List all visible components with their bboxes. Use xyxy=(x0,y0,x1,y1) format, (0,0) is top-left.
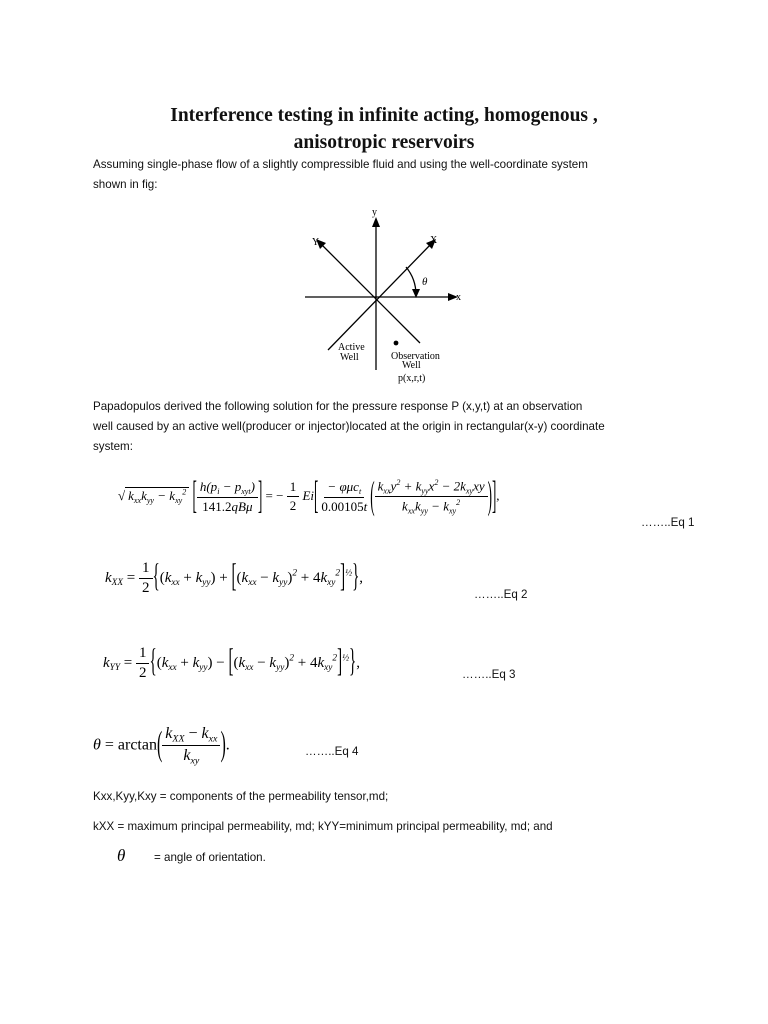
equation-4-label: ……..Eq 4 xyxy=(305,745,359,758)
observation-well-label-2: Well xyxy=(402,360,421,371)
equation-3: $k_{YY}$ = $\frac{1}{2}$ $\{(k_{xx} + k_{yy}) - [(k_{xx} - k_{yy})^2 + 4k_{xy}^2]^{\frac{1}{2}}\}$, xyxy=(103,644,360,681)
X-axis-label: X xyxy=(430,235,438,246)
papadopulos-line-2: well caused by an active well(producer or injector)located at the origin in rectangular(x-y) coordinate xyxy=(93,420,605,433)
title-line-1: Interference testing in infinite acting, homogenous , xyxy=(170,105,598,126)
papadopulos-paragraph xyxy=(93,397,713,457)
y-axis-arrow xyxy=(372,217,380,227)
theta-symbol: θ xyxy=(117,846,126,865)
equation-2: $k_{XX}$ = $\frac{1}{2}$ $\{(k_{xx} + k_{yy}) + [(k_{xx} - k_{yy})^2 + 4k_{xy}^2]^{\frac{1}{2}}\}$, xyxy=(105,559,364,596)
intro-paragraph xyxy=(93,155,713,195)
definitions-line-2: kXX = maximum principal permeability, md; kYY=minimum principal permeability, md; and xyxy=(93,820,553,833)
well-coordinate-figure xyxy=(300,205,480,390)
theta-definition: = angle of orientation. xyxy=(154,851,266,864)
intro-line-1: Assuming single-phase flow of a slightly compressible fluid and using the well-coordinate system xyxy=(93,158,588,171)
x-axis-label: x xyxy=(456,292,461,303)
theta-label: θ xyxy=(422,276,428,288)
equation-1: √ $k_{xx}k_{yy} - k_{xy}^2$ [ $\frac{h(p_i - p_{xyt})}{\text{141.2qBμ}}$ ] = − $\frac{1}{2}$ Ei[ $\frac{- \varphi\mu c_t}{0.00105t}$ ( $\frac{k_{xx}y^2 + k_{yy}x^2 - 2k_{xy}xy}{k_{xx}k_{yy} - k_{xy}^2}$ )], xyxy=(118,471,500,517)
papadopulos-line-1: Papadopulos derived the following solution for the pressure response P (x,y,t) at an observation xyxy=(93,400,583,413)
active-well-label-2: Well xyxy=(340,352,359,363)
observation-well-dot xyxy=(394,341,399,346)
Y-axis-line xyxy=(320,243,420,343)
equation-4: θ = arctan( $\frac{k_{XX} - k_{xx}}{k_{xy}}$ ). xyxy=(93,725,230,767)
papadopulos-line-3: system: xyxy=(93,440,133,453)
active-well-label-1: Active xyxy=(338,342,365,353)
observation-well-label-3: p(x,r,t) xyxy=(398,373,426,384)
Y-axis-label: Y xyxy=(312,237,320,248)
y-axis-label: y xyxy=(372,207,377,218)
intro-line-2: shown in fig: xyxy=(93,178,158,191)
equation-1-label: ……..Eq 1 xyxy=(641,516,695,529)
equation-2-label: ……..Eq 2 xyxy=(474,588,528,601)
title-line-2: anisotropic reservoirs xyxy=(293,132,475,153)
equation-3-label: ……..Eq 3 xyxy=(462,668,516,681)
observation-well-label-1: Observation xyxy=(391,351,440,362)
definitions-line-1: Kxx,Kyy,Kxy = components of the permeability tensor,md; xyxy=(93,790,389,803)
